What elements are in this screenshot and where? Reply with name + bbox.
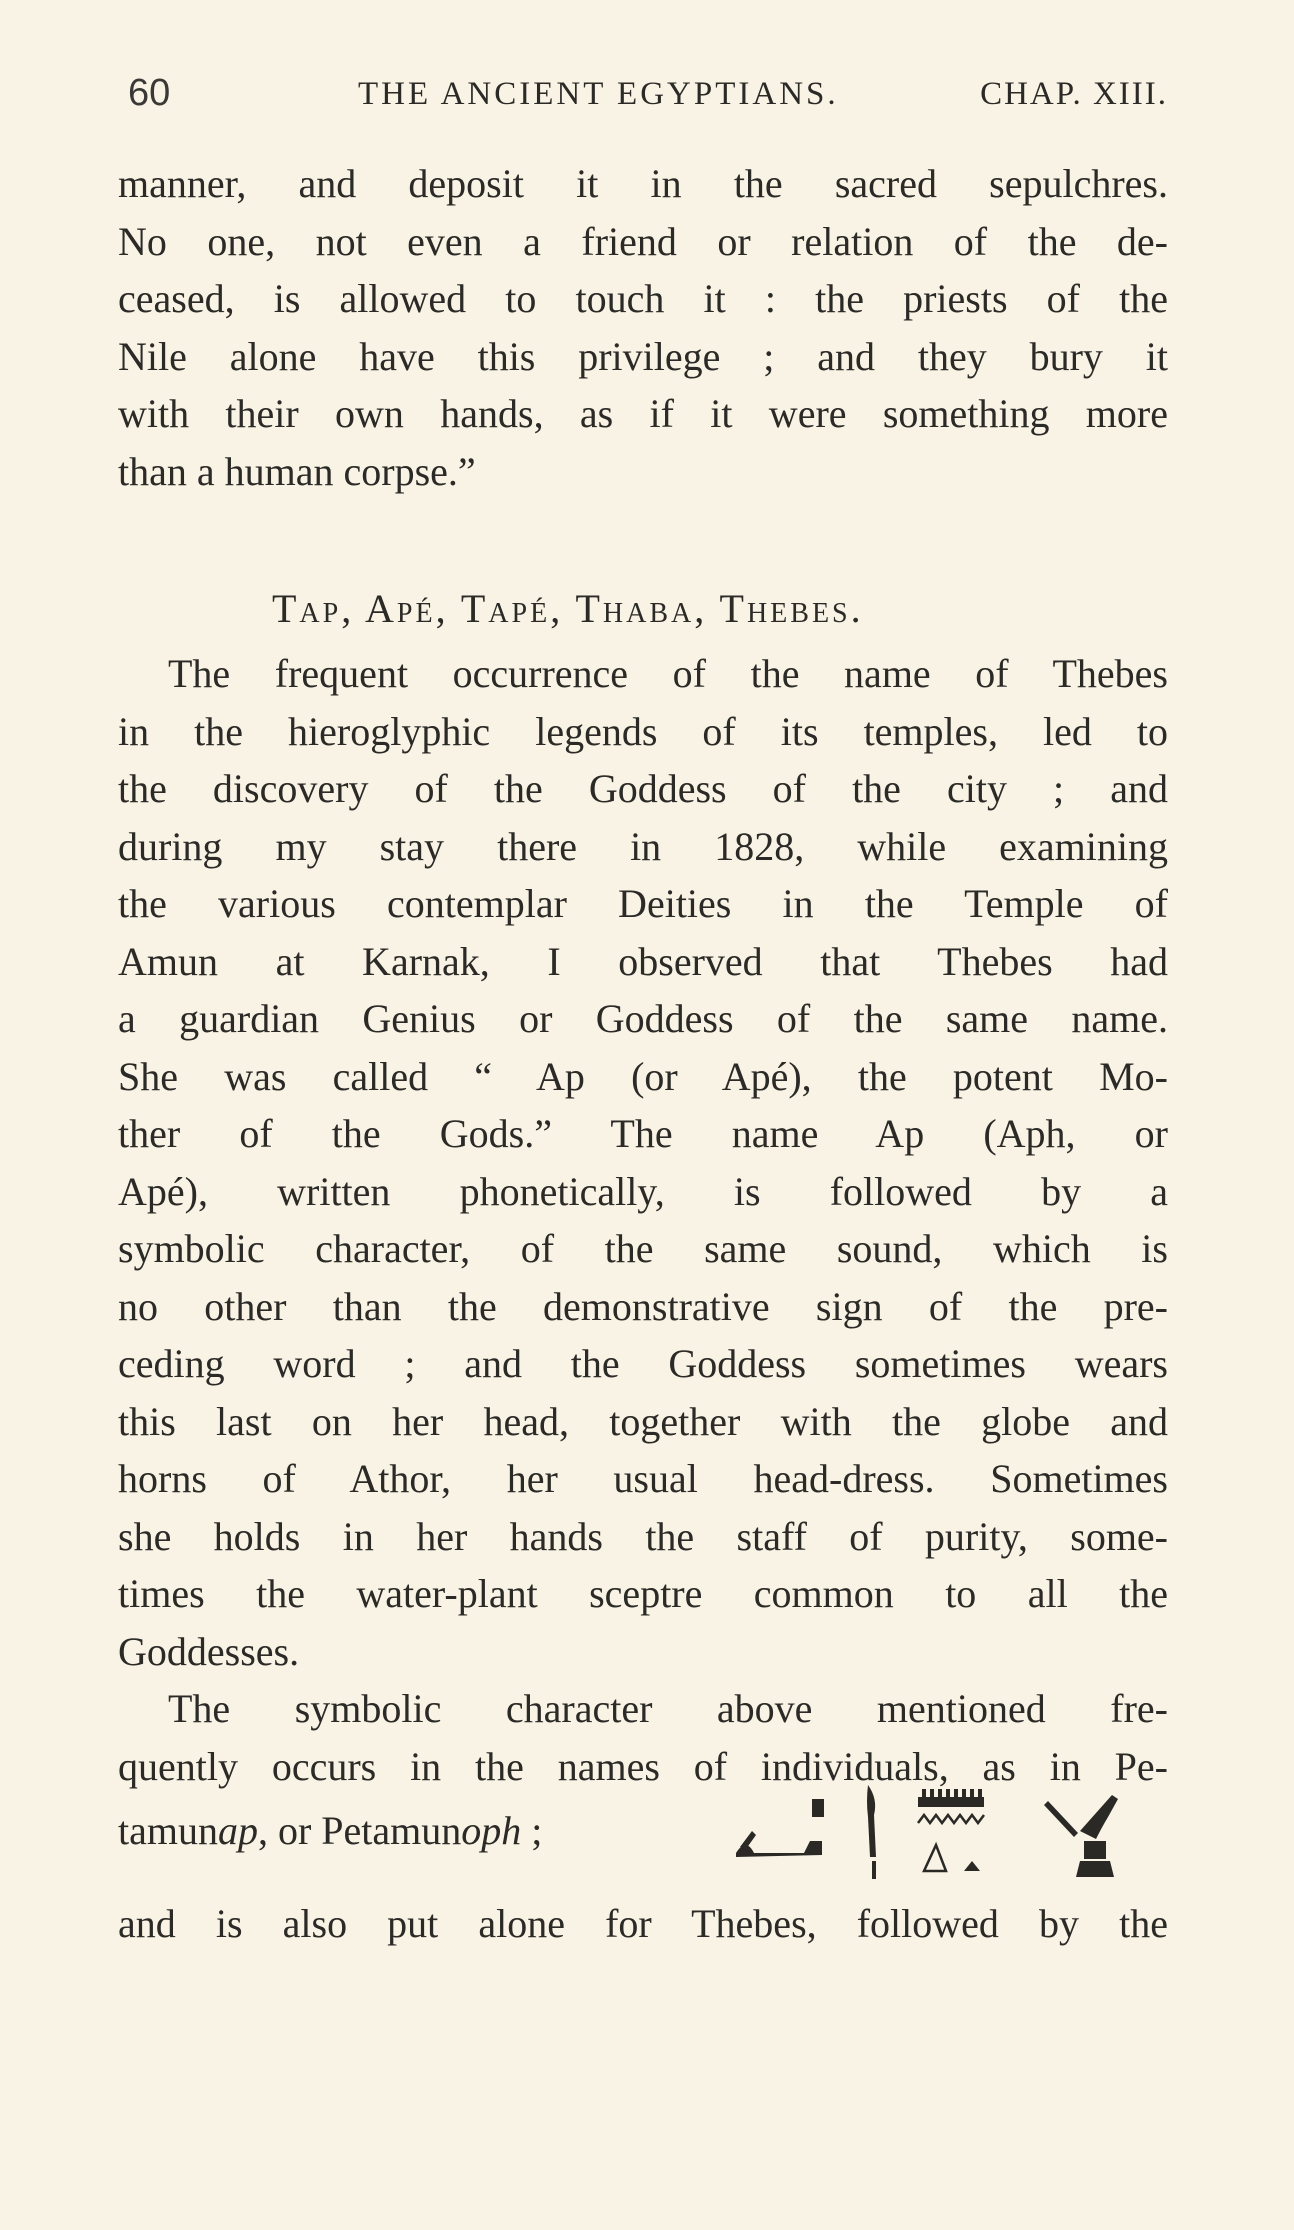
text-line: She was called “ Ap (or Apé), the potent Mo- <box>118 1053 1168 1099</box>
glyph-line-punct: ; <box>521 1808 543 1853</box>
text-line: Nile alone have this privilege ; and they bury it <box>118 333 1168 379</box>
name-petamunoph-roman: , or Petamun <box>257 1808 462 1853</box>
text-line: a guardian Genius or Goddess of the same name. <box>118 996 1168 1041</box>
text-line: The frequent occurrence of the name of Thebes <box>168 651 1168 696</box>
text-line: the discovery of the Goddess of the city ; and <box>118 766 1168 811</box>
text-line: in the hieroglyphic legends of its temples, led to <box>118 708 1168 754</box>
name-petamunap-italic: ap <box>217 1808 258 1853</box>
chapter-label: CHAP. XIII. <box>980 76 1168 112</box>
text-line: Amun at Karnak, I observed that Thebes had <box>118 938 1168 984</box>
text-line: symbolic character, of the same sound, which is <box>118 1226 1168 1271</box>
text-line: no other than the demonstrative sign of the pre- <box>118 1283 1168 1329</box>
text-line: manner, and deposit it in the sacred sepulchres. <box>118 161 1168 206</box>
text-line: ceding word ; and the Goddess sometimes wears <box>118 1341 1168 1386</box>
page-number: 60 <box>128 72 171 114</box>
paragraph-1 <box>118 155 1168 500</box>
text-line: this last on her head, together with the globe and <box>118 1398 1168 1444</box>
paragraph-2 <box>118 645 1168 1795</box>
paragraph-3-continuation <box>118 1900 1168 1958</box>
text-line: and is also put alone for Thebes, followed by the <box>118 1901 1168 1946</box>
text-line: quently occurs in the names of individuals, as in Pe- <box>118 1743 1168 1789</box>
text-line: The symbolic character above mentioned fre- <box>168 1686 1168 1731</box>
text-line: ceased, is allowed to touch it : the priests of the <box>118 276 1168 321</box>
glyph-line-text <box>118 1807 542 1854</box>
text-line: horns of Athor, her usual head-dress. Sometimes <box>118 1456 1168 1501</box>
section-heading: Tap, Apé, Tapé, Thaba, Thebes. <box>272 586 864 631</box>
text-line: Apé), written phonetically, is followed by a <box>118 1168 1168 1214</box>
text-line: ther of the Gods.” The name Ap (Aph, or <box>118 1111 1168 1156</box>
name-petamunoph-italic: oph <box>461 1808 522 1853</box>
text-line: during my stay there in 1828, while examining <box>118 823 1168 869</box>
running-head <box>128 72 1168 128</box>
text-line: with their own hands, as if it were something more <box>118 391 1168 436</box>
text-line: No one, not even a friend or relation of the de- <box>118 218 1168 264</box>
text-line: she holds in her hands the staff of purity, some- <box>118 1513 1168 1559</box>
name-petamunap-roman: tamun <box>118 1808 218 1853</box>
text-line: times the water-plant sceptre common to all the <box>118 1571 1168 1616</box>
text-line: Goddesses. <box>118 1628 300 1674</box>
hieroglyph-line <box>118 1807 1168 1907</box>
book-title: THE ANCIENT EGYPTIANS. <box>358 76 839 112</box>
hieroglyph-icon <box>718 1781 1168 1891</box>
text-line: than a human corpse.” <box>118 448 476 494</box>
text-line: the various contemplar Deities in the Temple of <box>118 881 1168 926</box>
